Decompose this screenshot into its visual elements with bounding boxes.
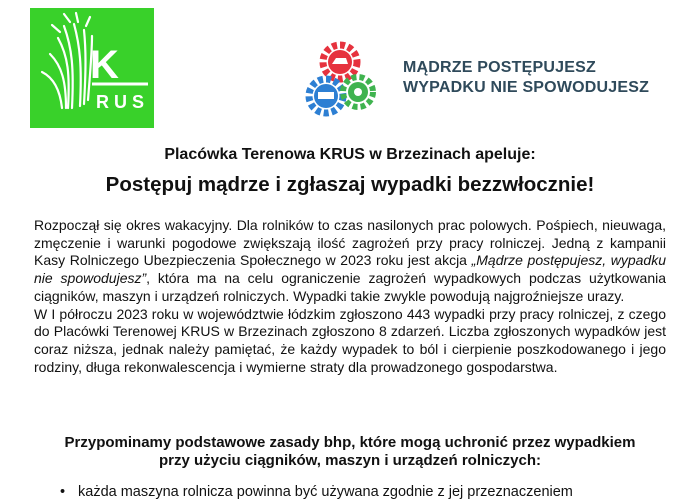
page-title: Postępuj mądrze i zgłaszaj wypadki bezzwłocznie!: [105, 173, 595, 196]
gear-red-icon: [323, 45, 357, 79]
safety-rules-heading-line2: przy użyciu ciągników, maszyn i urządzeń rolniczych:: [158, 452, 542, 469]
krus-logo-letters-rus: R U S: [96, 92, 145, 112]
article-body: [34, 217, 666, 376]
campaign-slogan-line1: MĄDRZE POSTĘPUJESZ: [403, 59, 596, 76]
campaign-slogan-line2: WYPADKU NIE SPOWODUJESZ: [403, 79, 650, 96]
office-appeal-heading: Placówka Terenowa KRUS w Brzezinach apeluje:: [164, 146, 536, 163]
krus-logo: [30, 8, 154, 128]
krus-logo-letter-k: K: [90, 43, 119, 87]
gear-green-icon: [343, 77, 373, 107]
safety-rules-heading-line1: Przypominamy podstawowe zasady bhp, które mogą uchronić przez wypadkiem: [64, 434, 636, 451]
gears-icon: [300, 40, 400, 120]
list-item: • każda maszyna rolnicza powinna być używana zgodnie z jej przeznaczeniem: [60, 484, 573, 500]
paragraph-campaign: [34, 217, 666, 306]
gear-blue-icon: [309, 79, 343, 113]
safety-rules-heading: [0, 434, 700, 470]
paragraph-campaign-end: , która ma na celu ograniczenie zagrożeń wypadkowych podczas użytkowania ciągników, maszyn i urządzeń rolniczych. Wypadki takie zwykle powodują najgroźniejsze urazy.: [34, 270, 666, 304]
campaign-name: „Mądrze postępujesz, wypadku nie spowodujesz”: [34, 252, 666, 287]
paragraph-campaign-start: Rozpoczął się okres wakacyjny. Dla rolników to czas nasilonych prac polowych. Pośpiech, nieuwaga, zmęczenie i warunki pogodowe zwiększają ilość zagrożeń przy pracy rolniczej. Jedną z kampanii Kasy Rolniczego Ubezpieczenia Społecznego w 2023 roku jest akcja: [34, 217, 666, 269]
paragraph-statistics: W I półroczu 2023 roku w województwie łódzkim zgłoszono 443 wypadki przy pracy rolniczej, z czego do Placówki Terenowej KRUS w Brzezinach zgłoszono 8 zdarzeń. Liczba zgłoszonych wypadków jest coraz niższa, jednak należy pamiętać, że każdy wypadek to ból i cierpienie poszkodowanego i jego rodziny, długa rekonwalescencja i wymierne straty dla prowadzonego gospodarstwa.: [34, 305, 666, 375]
campaign-slogan: [403, 58, 649, 98]
safety-rules-list: [60, 484, 573, 500]
campaign-logo: [300, 40, 680, 120]
krus-emblem-icon: [30, 8, 154, 128]
